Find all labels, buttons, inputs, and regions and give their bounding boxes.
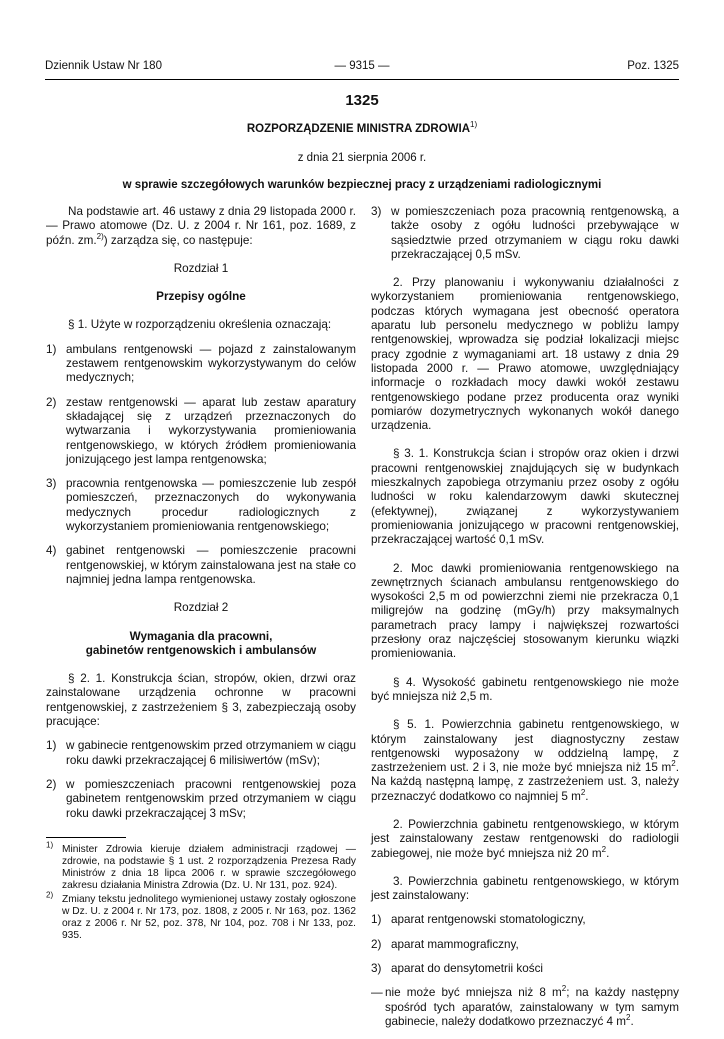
paragraph-3: § 3. 1. Konstrukcja ścian i stropów oraz okien i drzwi pracowni rentgenowskiej znajdujących się w budynkach mieszkalnych zapobiega otrzymaniu przez osoby z ogółu ludności w roku kalendarzowym dawki skutecznej (efektywnej), związanej z wykorzystywaniem promieniowania jonizującego w pracowni rentgenowskiej, przekraczającej wartość 0,1 mSv. <box>371 447 679 547</box>
list-item: 4) gabinet rentgenowski — pomieszczenie pracowni rentgenowskiej, w którym zainstalowana jest na stałe co najmniej jedna lampa rentgenowska. <box>46 544 356 586</box>
list-item: 2) zestaw rentgenowski — aparat lub zestaw aparatury składającej się z urządzeń przeznaczonych do wytwarzania i wykorzystywania promieniowania rentgenowskiego, w których źródłem promieniowania jonizującego jest lampa rentgenowska; <box>46 395 356 466</box>
header-rule <box>45 79 679 80</box>
right-column <box>371 205 679 1039</box>
act-number: 1325 <box>345 92 379 109</box>
list-item: 1) w gabinecie rentgenowskim przed otrzymaniem w ciągu roku dawki przekraczającej 6 milisiwertów (mSv); <box>46 739 356 767</box>
chapter-1-heading: Rozdział 1 <box>173 261 229 275</box>
list-item: 1) aparat rentgenowski stomatologiczny, <box>371 913 586 927</box>
list-item: 3) aparat do densytometrii kości <box>371 962 544 976</box>
chapter-1-title: Przepisy ogólne <box>156 290 246 304</box>
paragraph: 2. Powierzchnia gabinetu rentgenowskiego, w którym jest zainstalowany zestaw rentgenowski do radiologii zabiegowej, nie może być mniejsza niż 20 $m^2$. <box>371 817 679 860</box>
paragraph-5: § 5. 1. Powierzchnia gabinetu rentgenowskiego, w którym zainstalowany jest diagnostyczny zestaw rentgenowski wyposażony w oddzielną lampę, z zastrzeżeniem ust. 2 i 3, nie może być mniejsza niż 15 $m^2$. Na każdą następną lampę, z zastrzeżeniem ust. 3, należy przeznaczyć dodatkowo co najmniej 5 $m^2$. <box>371 718 679 803</box>
list-item: 1) ambulans rentgenowski — pojazd z zainstalowanym zestawem rentgenowskim wykorzystywanym do celów medycznych; <box>46 342 356 385</box>
paragraph: 2. Moc dawki promieniowania rentgenowskiego na zewnętrznych ścianach ambulansu rentgenowskiego do wysokości 2,5 m od powierzchni ziemi nie przekracza 0,1 miligrejów na godzinę (mGy/h) przy maksymalnych parametrach pracy lampy i największej rozwartości przesłony oraz najczęściej stosowanym kierunku wiązki promieniowania. <box>371 561 679 661</box>
position-number: Poz. 1325 <box>627 60 679 72</box>
chapter-2-heading: Rozdział 2 <box>173 601 229 615</box>
act-date: z dnia 21 sierpnia 2006 r. <box>297 152 427 164</box>
page-header <box>45 60 679 76</box>
list-item: 3) w pomieszczeniach poza pracownią rentgenowską, a także osoby z ogółu ludności przebywające w sąsiedztwie przed otrzymaniem w ciągu roku dawki przekraczającej 0,5 mSv. <box>371 205 679 261</box>
left-column <box>46 205 356 943</box>
list-item: 3) pracownia rentgenowska — pomieszczenie lub zespół pomieszczeń, przeznaczonych do wykonywania medycznych procedur radiologicznych z wykorzystaniem promieniowania rentgenowskiego; <box>46 477 356 534</box>
footnote-ref: 2) <box>96 231 104 241</box>
footnote-ref: 1) <box>470 120 478 130</box>
page-number: — 9315 — <box>334 60 390 72</box>
footnote: $^{2)}$ Zmiany tekstu jednolitego wymienionej ustawy zostały ogłoszone w Dz. U. z 2004 r. Nr 173, poz. 1808, z 2005 r. Nr 163, poz. 1362 oraz z 2006 r. Nr 52, poz. 378, Nr 104, poz. 708 i Nr 133, poz. 935. <box>46 890 356 942</box>
intro-paragraph: Na podstawie art. 46 ustawy z dnia 29 listopada 2000 r. — Prawo atomowe (Dz. U. z 2004 r. Nr 161, poz. 1689, z późn. zm.$^{2)}$) zarządza się, co następuje: <box>46 205 356 247</box>
footnote: $^{1)}$ Minister Zdrowia kieruje działem administracji rządowej — zdrowie, na podstawie § 1 ust. 2 rozporządzenia Prezesa Rady Ministrów z dnia 18 lipca 2006 r. w sprawie szczegółowego zakresu działania Ministra Zdrowia (Dz. U. Nr 131, poz. 924). <box>46 840 356 892</box>
act-subject: w sprawie szczegółowych warunków bezpiecznej pracy z urządzeniami radiologicznymi <box>122 179 602 191</box>
list-item: 2) w pomieszczeniach pracowni rentgenowskiej poza gabinetem rentgenowskim przed otrzymaniem w ciągu roku dawki przekraczającej 3 mSv; <box>46 777 356 820</box>
paragraph-4: § 4. Wysokość gabinetu rentgenowskiego nie może być mniejsza niż 2,5 m. <box>371 675 679 703</box>
paragraph-2: § 2. 1. Konstrukcja ścian, stropów, okien, drzwi oraz zainstalowane urządzenia ochronne w pracowni rentgenowskiej, z zastrzeżeniem § 3, zabezpieczają osoby pracujące: <box>46 672 356 729</box>
paragraph: 3. Powierzchnia gabinetu rentgenowskiego, w którym jest zainstalowany: <box>371 874 679 903</box>
paragraph-1: § 1. Użyte w rozporządzeniu określenia oznaczają: <box>68 318 332 332</box>
chapter-2-title: Wymagania dla pracowni, gabinetów rentgenowskich i ambulansów <box>85 629 317 657</box>
act-title: ROZPORZĄDZENIE MINISTRA ZDROWIA$^{1)}$ <box>246 120 478 135</box>
paragraph: 2. Przy planowaniu i wykonywaniu działalności z wykorzystaniem promieniowania rentgenowskiego, podczas których wymagana jest obecność operatora aparatu lub personelu medycznego w pobliżu lampy rentgenowskiej, wprowadza się podział lokalizacji miejsc pracy zgodnie z wymaganiami art. 18 ustawy z dnia 29 listopada 2000 r. — Prawo atomowe, uwzględniający informacje o rozkładach mocy dawki wokół zestawu rentgenowskiego podane przez producenta oraz wyniki pomiarów dozymetrycznych wykonanych wokół danego urządzenia. <box>371 276 679 433</box>
list-item: 2) aparat mammograficzny, <box>371 937 519 951</box>
footnote-rule <box>46 837 126 838</box>
journal-name: Dziennik Ustaw Nr 180 <box>45 60 162 72</box>
list-item: — nie może być mniejsza niż 8 $m^2$; na każdy następny spośród tych aparatów, zainstalowany w tym samym gabinecie, należy dodatkowo przeznaczyć 4 $m^2$. <box>371 984 679 1028</box>
